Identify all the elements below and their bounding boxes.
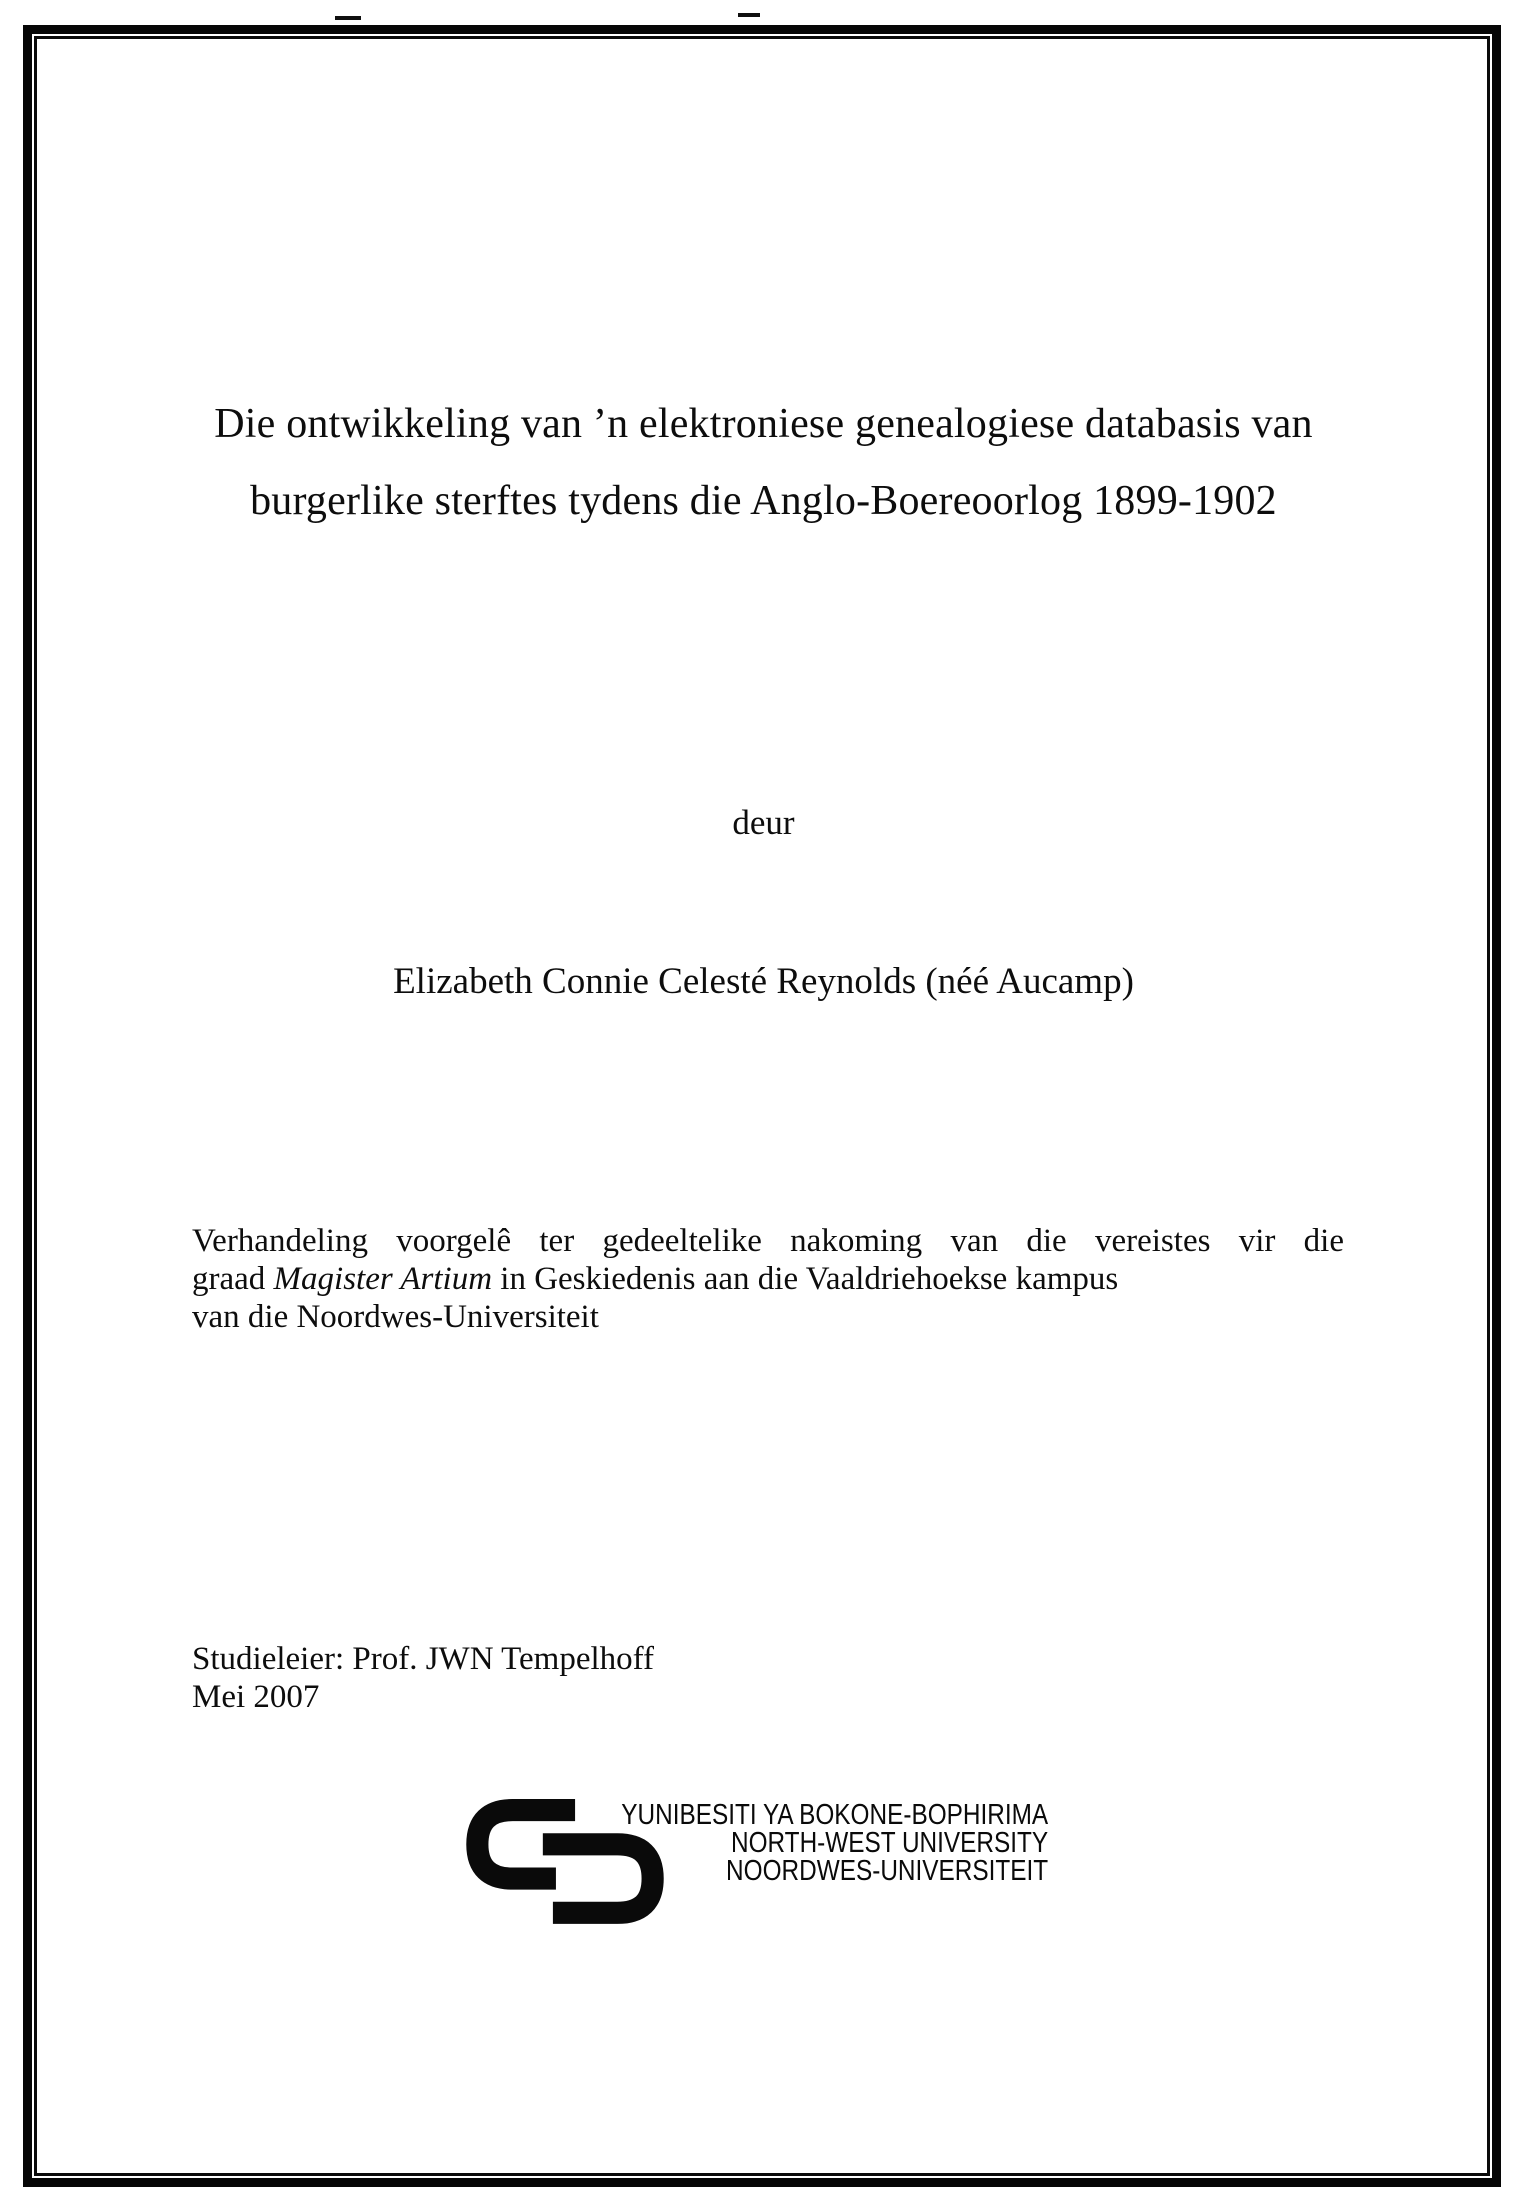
degree-name-italic: Magister Artium bbox=[273, 1261, 493, 1297]
thesis-title-line2: burgerlike sterftes tydens die Anglo-Boereoorlog 1899-1902 bbox=[250, 478, 1277, 524]
supervisor-line: Studieleier: Prof. JWN Tempelhoff bbox=[192, 1641, 655, 1677]
logo-text-afrikaans: NOORDWES-UNIVERSITEIT bbox=[725, 1855, 1048, 1887]
degree-statement-line3: van die Noordwes-Universiteit bbox=[192, 1299, 599, 1335]
degree-statement-line2 bbox=[192, 1260, 1344, 1298]
author-name: Elizabeth Connie Celesté Reynolds (néé Aucamp) bbox=[393, 961, 1134, 1002]
degree-statement-line2-prefix: graad bbox=[192, 1261, 274, 1297]
degree-statement-line2-suffix: in Geskiedenis aan die Vaaldriehoekse kampus bbox=[492, 1261, 1119, 1297]
supervisor-block bbox=[192, 1640, 654, 1716]
degree-statement-line1: Verhandeling voorgelê ter gedeeltelike nakoming van die vereistes vir die bbox=[192, 1223, 1344, 1259]
thesis-title-line1: Die ontwikkeling van ’n elektroniese genealogiese databasis van bbox=[214, 401, 1313, 447]
scan-artifact bbox=[738, 13, 760, 17]
scan-artifact bbox=[335, 16, 361, 20]
logo-text-setswana: YUNIBESITI YA BOKONE-BOPHIRIMA bbox=[621, 1799, 1048, 1831]
university-logo-text bbox=[540, 1801, 1048, 1885]
degree-statement bbox=[192, 1222, 1344, 1336]
byline-deur: deur bbox=[732, 803, 795, 842]
date-line: Mei 2007 bbox=[192, 1679, 320, 1715]
thesis-title bbox=[0, 386, 1527, 540]
logo-text-english: NORTH-WEST UNIVERSITY bbox=[730, 1827, 1048, 1859]
